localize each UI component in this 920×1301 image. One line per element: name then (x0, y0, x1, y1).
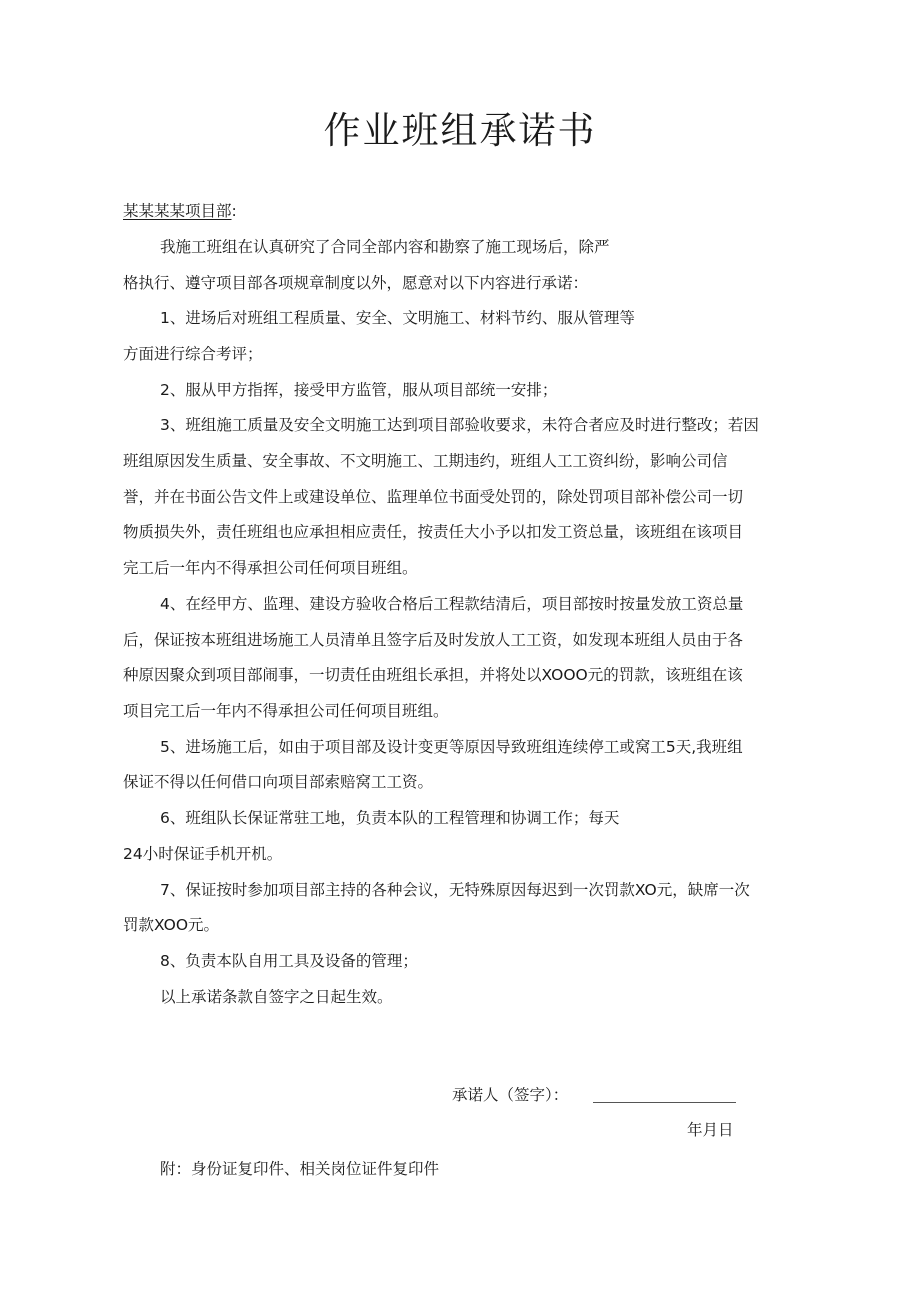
body-line: 种原因聚众到项目部闹事，一切责任由班组长承担，并将处以XOOO元的罚款，该班组在该 (123, 666, 743, 684)
body-line: 7、保证按时参加项目部主持的各种会议，无特殊原因每迟到一次罚款XO元，缺席一次 (160, 881, 750, 899)
body-line: 格执行、遵守项目部各项规章制度以外，愿意对以下内容进行承诺： (123, 274, 589, 292)
body-line: 项目完工后一年内不得承担公司任何项目班组。 (123, 702, 449, 720)
body-line: 物质损失外，责任班组也应承担相应责任，按责任大小予以扣发工资总量，该班组在该项目 (123, 523, 744, 541)
date-label: 年月日 (687, 1121, 734, 1139)
addressee-line (123, 201, 237, 221)
body-line: 罚款XOO元。 (123, 916, 220, 934)
body-line: 完工后一年内不得承担公司任何项目班组。 (123, 559, 418, 577)
body-line: 誉，并在书面公告文件上或建设单位、监理单位书面受处罚的，除处罚项目部补偿公司一切 (123, 488, 744, 506)
body-line: 班组原因发生质量、安全事故、不文明施工、工期违约，班组人工工资纠纷，影响公司信 (123, 452, 728, 470)
signature-label: 承诺人（签字）： (452, 1086, 569, 1104)
body-line: 3、班组施工质量及安全文明施工达到项目部验收要求，未符合者应及时进行整改；若因 (160, 416, 759, 434)
body-line: 保证不得以任何借口向项目部索赔窝工工资。 (123, 773, 434, 791)
document-title: 作业班组承诺书 (323, 109, 597, 152)
body-line: 以上承诺条款自签字之日起生效。 (160, 988, 393, 1006)
signature-underline[interactable] (593, 1102, 736, 1103)
body-line: 2、服从甲方指挥，接受甲方监管，服从项目部统一安排； (160, 381, 558, 399)
addressee-colon: : (231, 202, 237, 220)
body-line: 4、在经甲方、监理、建设方验收合格后工程款结清后，项目部按时按量发放工资总量 (160, 595, 744, 613)
body-line: 后，保证按本班组进场施工人员清单且签字后及时发放人工工资，如发现本班组人员由于各 (123, 631, 744, 649)
body-line: 6、班组队长保证常驻工地，负责本队的工程管理和协调工作；每天 (160, 809, 620, 827)
body-line: 8、负责本队自用工具及设备的管理； (160, 952, 418, 970)
body-line: 24小时保证手机开机。 (123, 845, 283, 863)
attachment-note: 附：身份证复印件、相关岗位证件复印件 (160, 1160, 440, 1178)
body-line: 1、进场后对班组工程质量、安全、文明施工、材料节约、服从管理等 (160, 309, 635, 327)
body-line: 5、进场施工后，如由于项目部及设计变更等原因导致班组连续停工或窝工5天,我班组 (160, 738, 743, 756)
body-line: 方面进行综合考评； (123, 345, 263, 363)
body-line: 我施工班组在认真研究了合同全部内容和勘察了施工现场后，除严 (160, 238, 610, 256)
addressee: 某某某某项目部 (123, 202, 232, 220)
